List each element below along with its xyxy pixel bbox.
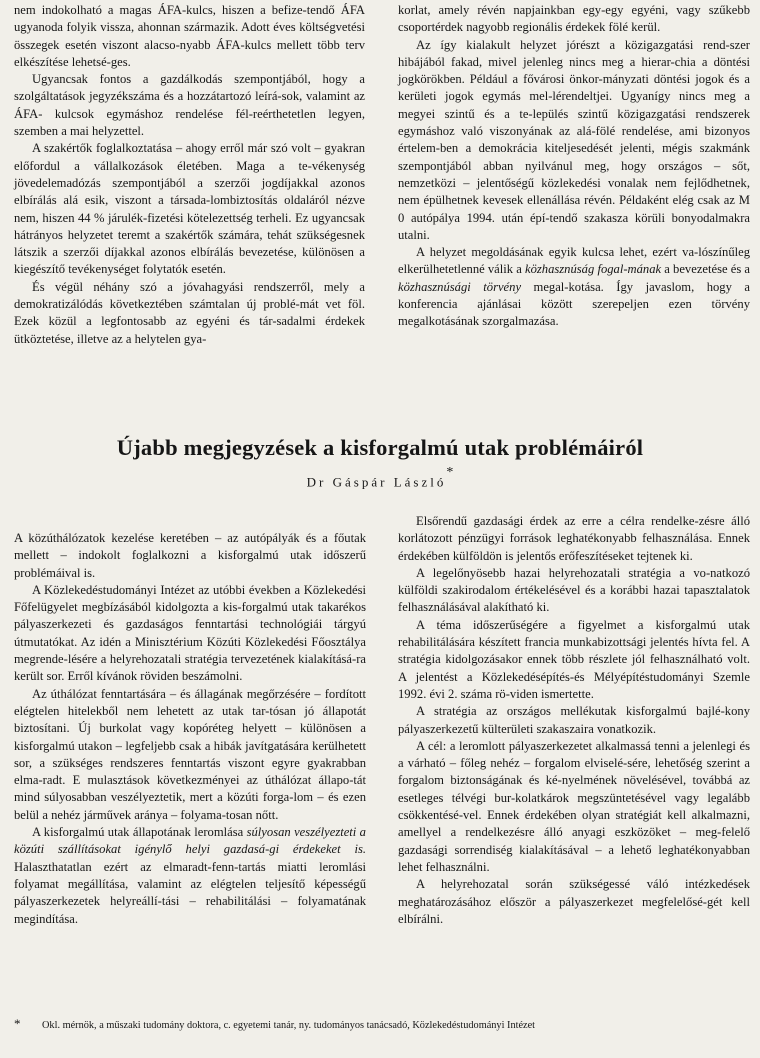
footnote-text: Okl. mérnök, a műszaki tudomány doktora, c. egyetemi tanár, ny. tudományos tanácsadó, Közlekedéstudományi Intézet — [42, 1020, 536, 1031]
paragraph — [398, 244, 750, 330]
prev-article-right-column — [398, 2, 750, 331]
paragraph: Az úthálózat fenntartására – és állagának megőrzésére – fordított elégtelen hitelekből nem lehetett az utak tar-tósan jó állapotát biztosítani. Új burkolat vagy kopóréteg helyett – különösen a kisforgalmú utakon – legfeljebb csak a hibák javítgatására kerülhetett sor, a szükséges rendszeres fenntartás viszont egyre gyakrabban elma-radt. E mulasztások következményei az úthálózat állapo-tát mind súlyosabban veszélyeztetik, mert a közúti forga-lom – és ezen belül a nehéz járművek aránya – folyama-tosan nőtt. — [14, 686, 366, 822]
paragraph: korlat, amely révén napjainkban egy-egy egyéni, vagy szűkebb csoportérdek nagyobb regionális érdekek fölé kerül. — [398, 3, 750, 35]
paragraph: A stratégia az országos mellékutak kisforgalmú bajlé-kony pályaszerkezetű külterületi szakaszaira vonatkozik. — [398, 704, 750, 736]
paragraph: A téma időszerűségére a figyelmet a kisforgalmú utak rehabilitálására készített francia munkabizottsági jelentés hívta fel. A stratégia kidolgozásakor ennek több részlete jól felhasználható volt. A jelentést a Közlekedésépítés-és Mélyépítéstudományi Szemle 1992. évi 2. száma rö-viden ismertette. — [398, 617, 750, 701]
emphasis-text: súlyosan veszélyezteti a közúti szállításokat igénylő helyi gazdasá-gi érdekeket is. — [14, 825, 366, 857]
paragraph: A közúthálózatok kezelése keretében – az autópályák és a főutak mellett – indokolt foglalkozni a kisforgalmú utak időszerű problémáival is. — [14, 531, 366, 580]
paragraph: nem indokolható a magas ÁFA-kulcs, hiszen a befize-tendő ÁFA ugyanoda folyik vissza, ahonnan származik. Adott éves költségvetési összegek esetén viszont alacso-nyabb ÁFA-kulcs mellett több terv elkészítése lehetsé-ges. — [14, 3, 365, 69]
paragraph-text: megal-kotása. Így javaslom, hogy a konferencia ajánlásai között szerepeljen ezen törvény megalkotásának szorgalmazása. — [398, 279, 750, 329]
prev-article-left-column — [14, 2, 365, 348]
paragraph: És végül néhány szó a jóvahagyási rendszerről, mely a demokratizálódás következtében számtalan új problé-mát vet föl. Ezek közül a legfontosabb az egyéni és tár-sadalmi érdekek ütköztetése, illetve az a helytelen gya- — [14, 279, 365, 346]
article-title: Újabb megjegyzések a kisforgalmú utak problémáiról — [116, 435, 644, 460]
paragraph-text: Halaszthatatlan ezért az elmaradt-fenn-tartás miatti leromlási folyamat megállítása, valamint az elégtelen teljesítő képességű pályaszerkezetek helyreállí-tási – rehabilitálási – folyamatának megindítása. — [14, 859, 366, 926]
paragraph: Elsőrendű gazdasági érdek az erre a célra rendelke-zésre álló korlátozott pénzügyi források leghatékonyabb felhasználása. Ennek érdekében külföldön is jelentős erőfeszítéseket tejtenek ki. — [398, 514, 750, 563]
author-name: Dr Gáspár László — [306, 474, 447, 490]
footnote-mark: * — [14, 1016, 21, 1031]
paragraph: A helyrehozatal során szükségessé váló intézkedések meghatározásához először a pályaszerkezet megfelelősé-gét kell elbírálni. — [398, 877, 750, 926]
article-author — [0, 465, 760, 490]
emphasis-text: közhasznúság fogal-mának — [525, 262, 662, 277]
paragraph: A szakértők foglalkoztatása – ahogy erről már szó volt – gyakran előfordul a vállalkozások életében. Maga a te-vékenység jövedelemadózás szempontjából a szerzői jogdíjakkal azonos elbírálás alá esik, viszont a társada-lombiztosítás oldaláról nézve nem, hiszen 44 % járulék-fizetési kötelezettség terheli. Ez ugyancsak hátrányos helyzetet teremt a szakértők számára, tehát szükségesnek látszik a szerzői díjakkal azonos elbírálás bevezetése, különösen a kiegészítő tevékenységet folytatók esetén. — [14, 141, 365, 277]
paragraph-text: a bevezetése és a — [661, 262, 750, 277]
emphasis-text: közhasznúsági törvény — [398, 279, 522, 294]
paragraph — [14, 824, 366, 928]
paragraph: Az így kialakult helyzet jórészt a közigazgatási rend-szer hibájából fakad, mivel jelenleg nincs meg a hierar-chia a döntési jogkörökben. Például a fővárosi önkor-mányzati döntési jogok és a kerületi jogok egymás mel-lérendeltjei. Ugyanígy nincs meg a megyei szintű és a te-lepülés szintű közigazgatási rendszerek egymáshoz való viszonyának az alá-fölé rendelése, ami bizonyos értelem-ben a demokrácia kiteljesedését jelenti, mégis szakmánk szempontjából abban nyilvánul meg, hogy országos – sőt, nemzetközi – jelentőségű közlekedési vonalak nem fejlődhetnek, nem épülhetnek kevesek ellenállása révén. Példaként elég csak az M 0 autópálya 1994. után épí-tendő szakasza körüli bonyodalmakra utalni. — [398, 37, 750, 242]
paragraph-text: A kisforgalmú utak állapotának leromlása — [32, 825, 247, 840]
paragraph-text: A helyzet megoldásának egyik kulcsa lehet, ezért va-lószínűleg elkerülhetetlenné válik a — [398, 245, 750, 277]
author-footnote-mark: * — [446, 465, 454, 480]
paragraph: A legelőnyösebb hazai helyrehozatali stratégia a vo-natkozó külföldi szakirodalom értékelésével és a korábbi hazai tapasztalatok felhasználásával alakítható ki. — [398, 565, 750, 615]
article-right-column — [398, 513, 750, 928]
paragraph: A Közlekedéstudományi Intézet az utóbbi években a Közlekedési Főfelügyelet megbízásából kidolgozta a kis-forgalmú utak takarékos pályaszerkezeti és gazdaságos fenntartási technológiái tárgyú útmutatókat. Az idén a Minisztérium Közúti Közlekedési Főosztálya megrende-lésére a helyrehozatali stratégia tervezetének kialakításá-ra került sor. Erről kívánok röviden beszámolni. — [14, 582, 366, 684]
article-left-column — [14, 530, 366, 928]
paragraph: A cél: a leromlott pályaszerkezetet alkalmassá tenni a jelenlegi és a várható – főleg nehéz – forgalom elviselé-sére, lehetőség szerint a forgalom biztonságának és ké-nyelmének növelésével, továbbá az esetleges télvégi bur-kolatkárok megszüntetésével vagy legalább csökkentésé-vel. Ennek érdekében olyan stratégiát kell alkalmazni, amellyel a rendelkezésre álló anyagi eszközöket – meg-felelő gazdasági sorrendiség kialakításával – a lehető leghatékonyabban lehet felhasználni. — [398, 738, 750, 874]
paragraph: Ugyancsak fontos a gazdálkodás szempontjából, hogy a szolgáltatások jegyzékszáma és a hozzátartozó leírá-sok, valamint az ÁFA- kulcsok egymáshoz rendelése fél-reérthetetlen legyen, szemben a mai helyzettel. — [14, 72, 365, 139]
footnote — [14, 1017, 754, 1033]
